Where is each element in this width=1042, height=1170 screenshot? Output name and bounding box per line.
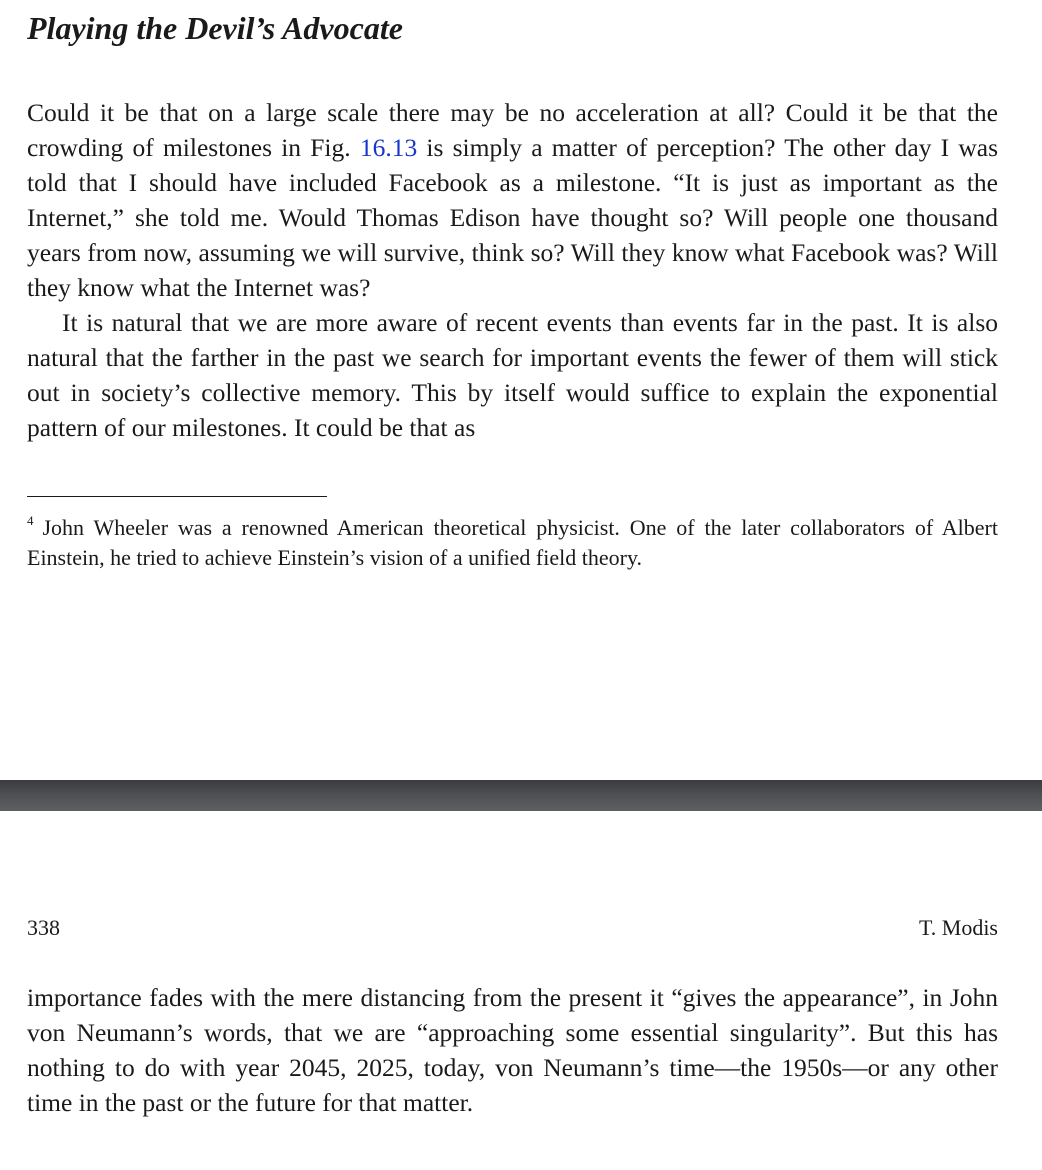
page-separator-bar <box>0 780 1042 811</box>
footnote-divider <box>27 496 327 497</box>
paragraph-1-text-end: is simply a matter of perception? The other day I was told that I should have included Facebook as a milestone. “It is just as important as the Internet,” she told me. Would Thomas Edison have thought so? Will people one thousand years from now, assuming we will survive, think so? Will they know what Facebook was? Will they know what the Internet was? <box>27 133 998 302</box>
footnote-text: John Wheeler was a renowned American theoretical physicist. One of the later collaborators of Albert Einstein, he tried to achieve Einstein’s vision of a unified field theory. <box>27 515 998 570</box>
paragraph-1-text-start: Could it be that on a large scale there may be no acceleration at all? Could it be that the crowding of milestones in Fig. <box>27 98 998 162</box>
body-paragraph-3: importance fades with the mere distancing from the present it “gives the appearance”, in John von Neumann’s words, that we are “approaching some essential singularity”. But this has nothing to do with year 2045, 2025, today, von Neumann’s time—the 1950s—or any other time in the past or the future for that matter. <box>27 983 998 1117</box>
footnote <box>27 513 998 573</box>
figure-link[interactable]: 16.13 <box>359 133 418 162</box>
section-heading: Playing the Devil’s Advocate <box>27 10 403 46</box>
running-head-author: T. Modis <box>918 915 998 940</box>
body-paragraph-2: It is natural that we are more aware of recent events than events far in the past. It is also natural that the farther in the past we search for important events the fewer of them will stick out in society’s collective memory. This by itself would suffice to explain the exponential pattern of our milestones. It could be that as <box>27 308 998 442</box>
body-paragraph-1 <box>27 95 998 305</box>
page-number: 338 <box>27 915 60 940</box>
footnote-marker: 4 <box>27 513 34 528</box>
